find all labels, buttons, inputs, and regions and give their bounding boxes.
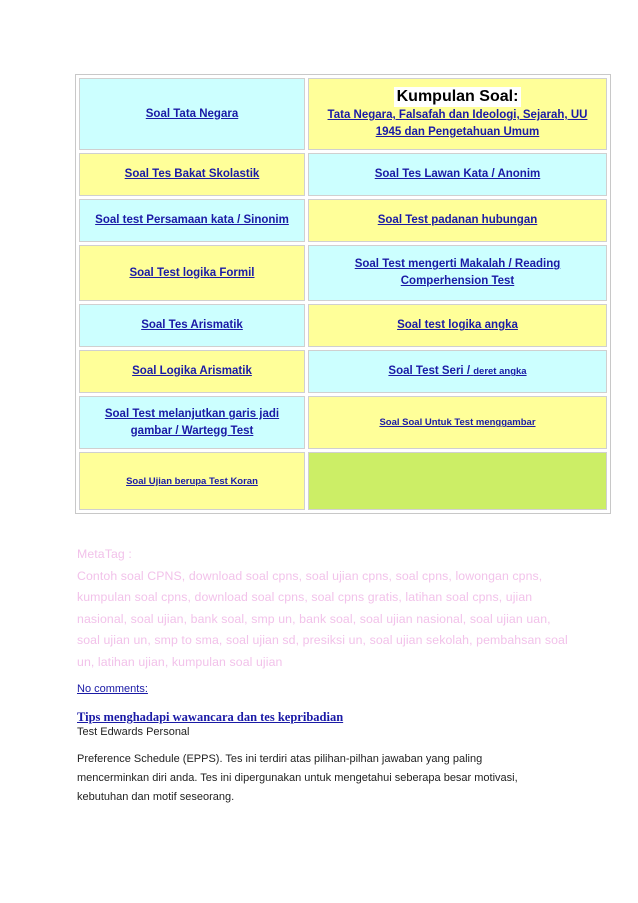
link-test-menggambar[interactable]: Soal Soal Untuk Test menggambar <box>379 417 536 429</box>
deret-angka-label: deret angka <box>473 366 527 378</box>
table-cell <box>79 78 305 150</box>
table-row <box>79 350 607 393</box>
link-wartegg-test[interactable]: Soal Test melanjutkan garis jadi gambar / Wartegg Test <box>104 407 280 437</box>
link-logika-formil[interactable]: Soal Test logika Formil <box>129 266 255 279</box>
table-cell <box>308 350 607 393</box>
link-test-seri[interactable] <box>388 365 526 377</box>
soal-table <box>75 74 611 514</box>
table-cell <box>79 350 305 393</box>
link-tes-arismatik[interactable]: Soal Tes Arismatik <box>141 319 243 332</box>
table-row <box>79 245 607 301</box>
link-reading-comprehension[interactable]: Soal Test mengerti Makalah / Reading Comperhension Test <box>354 258 561 287</box>
table-cell <box>79 199 305 242</box>
link-test-koran[interactable]: Soal Ujian berupa Test Koran <box>126 475 258 487</box>
post-subtitle: Test Edwards Personal <box>77 726 190 738</box>
header-subtitle-link[interactable]: Tata Negara, Falsafah dan Ideologi, Sejarah, UU 1945 dan Pengetahuan Umum <box>327 109 588 138</box>
comments-link[interactable]: No comments: <box>77 683 148 695</box>
table-cell <box>79 245 305 301</box>
test-seri-label: Soal Test Seri / <box>388 365 471 378</box>
table-row <box>79 304 607 347</box>
empty-cell <box>308 452 607 510</box>
link-logika-arismatik[interactable]: Soal Logika Arismatik <box>132 365 252 378</box>
link-persamaan-kata[interactable]: Soal test Persamaan kata / Sinonim <box>95 214 289 227</box>
link-padanan-hubungan[interactable]: Soal Test padanan hubungan <box>377 214 538 227</box>
table-cell <box>308 245 607 301</box>
link-bakat-skolastik[interactable]: Soal Tes Bakat Skolastik <box>124 168 260 181</box>
link-soal-tata-negara[interactable]: Soal Tata Negara <box>145 107 239 120</box>
link-logika-angka[interactable]: Soal test logika angka <box>397 319 518 332</box>
table-row <box>79 153 607 196</box>
table-cell <box>79 153 305 196</box>
table-cell <box>79 452 305 510</box>
header-cell <box>308 78 607 150</box>
table-cell <box>308 396 607 449</box>
post-title-link[interactable]: Tips menghadapi wawancara dan tes kepribadian <box>77 710 344 724</box>
metatag-label: MetaTag : <box>77 547 132 561</box>
table-cell <box>308 153 607 196</box>
link-lawan-kata[interactable]: Soal Tes Lawan Kata / Anonim <box>374 168 541 181</box>
table-row <box>79 199 607 242</box>
metatag-text: Contoh soal CPNS, download soal cpns, soal ujian cpns, soal cpns, lowongan cpns, kumpulan soal cpns, download soal cpns, soal cpns gratis, latihan soal cpns, ujian nasional, soal ujian, bank soal, smp un, bank soal, soal ujian nasional, soal ujian uan, soal ujian un, smp to sma, soal ujian sd, presiksi un, soal ujian sekolah, pembahsan soal un, latihan ujian, kumpulan soal ujian <box>77 568 568 669</box>
table-row <box>79 452 607 510</box>
post-body: Preference Schedule (EPPS). Tes ini terdiri atas pilihan-pilhan jawaban yang paling mencerminkan diri anda. Tes ini dipergunakan untuk mengetahui seberapa besar motivasi, kebutuhan dan motif seseorang. <box>77 753 518 803</box>
metatag-block <box>77 544 577 673</box>
table-cell <box>79 304 305 347</box>
table-cell <box>308 199 607 242</box>
table-cell <box>308 304 607 347</box>
table-row <box>79 396 607 449</box>
table-row <box>79 78 607 150</box>
table-cell <box>79 396 305 449</box>
header-title: Kumpulan Soal: <box>394 87 522 106</box>
